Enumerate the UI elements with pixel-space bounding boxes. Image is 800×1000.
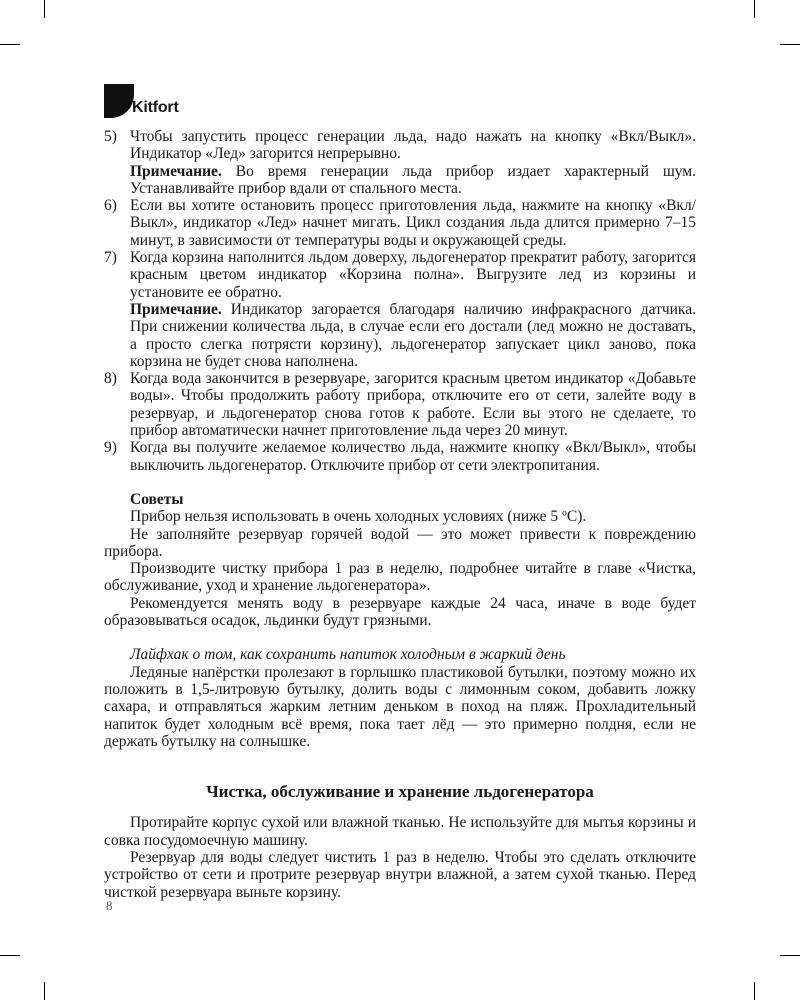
step-text: Когда вы получите желаемое количество льда, нажмите кнопку «Вкл/Выкл», чтобы выключить льдогенератор. Отключите прибор от сети электропитания. [130, 439, 696, 474]
tips-paragraph: Прибор нельзя использовать в очень холодных условиях (ниже 5 ºС). [130, 508, 587, 526]
crop-mark-top-right-v [754, 0, 755, 18]
section-title: Чистка, обслуживание и хранение льдогенератора [206, 782, 594, 802]
crop-mark-bottom-left-v [44, 982, 45, 1000]
note-label: Примечание. [130, 162, 222, 180]
step-number: 7) [104, 249, 117, 267]
tips-paragraph: Не заполняйте резервуар горячей водой — это может привести к повреждению прибора. [104, 525, 696, 560]
brand-logo [104, 84, 179, 118]
crop-mark-bottom-left-h [0, 955, 20, 956]
step-text: Когда вода закончится в резервуаре, загорится красным цветом индикатор «Добавьте воды». Чтобы продолжить работу прибора, отключите его от сети, залейте воду в резервуар, и льдогенератор снова готов к работе. Если вы этого не сделаете, то прибор автоматически начнет приготовление льда через 20 минут. [130, 370, 696, 440]
tips-paragraph: Производите чистку прибора 1 раз в неделю, подробнее читайте в главе «Чистка, обслуживание, уход и хранение льдогенератора». [104, 560, 696, 595]
brand-name: Kitfort [132, 99, 179, 116]
step-number: 8) [104, 370, 117, 388]
note-text: Индикатор загорается благодаря наличию инфракрасного датчика. При снижении количества льда, в случае если его достали (лед можно не доставать, а просто слегка потрясти корзину), льдогенератор запускает цикл заново, пока корзина не будет снова наполнена. [130, 300, 696, 370]
kitfort-logo-icon [104, 84, 134, 118]
step-text: Если вы хотите остановить процесс приготовления льда, нажмите на кнопку «Вкл/Выкл», индикатор «Лед» начнет мигать. Цикл создания льда длится примерно 7–15 минут, в зависимости от температуры воды и окружающей среды. [130, 197, 696, 249]
step-text: Чтобы запустить процесс генерации льда, надо нажать на кнопку «Вкл/Выкл». Индикатор «Лед» загорится непрерывно. [130, 128, 696, 163]
crop-mark-top-right-h [780, 44, 800, 45]
tips-heading: Советы [130, 490, 184, 508]
step-number: 6) [104, 197, 117, 215]
cleaning-paragraph: Протирайте корпус сухой или влажной тканью. Не используйте для мытья корзины и совка посудомоечную машину. [104, 814, 696, 849]
tips-paragraph: Рекомендуется менять воду в резервуаре каждые 24 часа, иначе в воде будет образовываться осадок, льдинки будут грязными. [104, 594, 696, 630]
crop-mark-top-left-v [44, 0, 45, 18]
step-item [104, 370, 696, 439]
step-text: Когда корзина наполнится льдом доверху, льдогенератор прекратит работу, загорится красным цветом индикатор «Корзина полна». Выгрузите лед из корзины и установите ее обратно. [130, 249, 696, 301]
step-item [104, 439, 696, 474]
step-number: 9) [104, 439, 117, 457]
lifehack-title: Лайфхак о том, как сохранить напиток холодным в жаркий день [130, 646, 566, 664]
page-number: 8 [106, 898, 113, 913]
step-item [104, 249, 696, 370]
step-number: 5) [104, 128, 117, 145]
note-label: Примечание. [130, 300, 222, 318]
cleaning-paragraph: Резервуар для воды следует чистить 1 раз в неделю. Чтобы это сделать отключите устройство от сети и протрите резервуар внутри влажной, а затем сухой тканью. Перед чисткой резервуара выньте корзину. [104, 848, 696, 901]
note-text: Во время генерации льда прибор издает характерный шум. Устанавливайте прибор вдали от спального места. [130, 162, 696, 197]
crop-mark-top-left-h [0, 44, 20, 45]
step-item [104, 197, 696, 249]
crop-mark-bottom-right-v [754, 982, 755, 1000]
step-item [104, 128, 696, 197]
page-content [104, 128, 696, 901]
crop-mark-bottom-right-h [780, 955, 800, 956]
lifehack-text: Ледяные напёрстки пролезают в горлышко пластиковой бутылки, поэтому можно их положить в 1,5-литровую бутылку, долить воды с лимонным соком, добавить ложку сахара, и отправляться жарким летним деньком в поход на пляж. Прохладительный напиток будет холодным всё время, пока тает лёд — это примерно полдня, если не держать бутылку на солнышке. [104, 663, 696, 750]
